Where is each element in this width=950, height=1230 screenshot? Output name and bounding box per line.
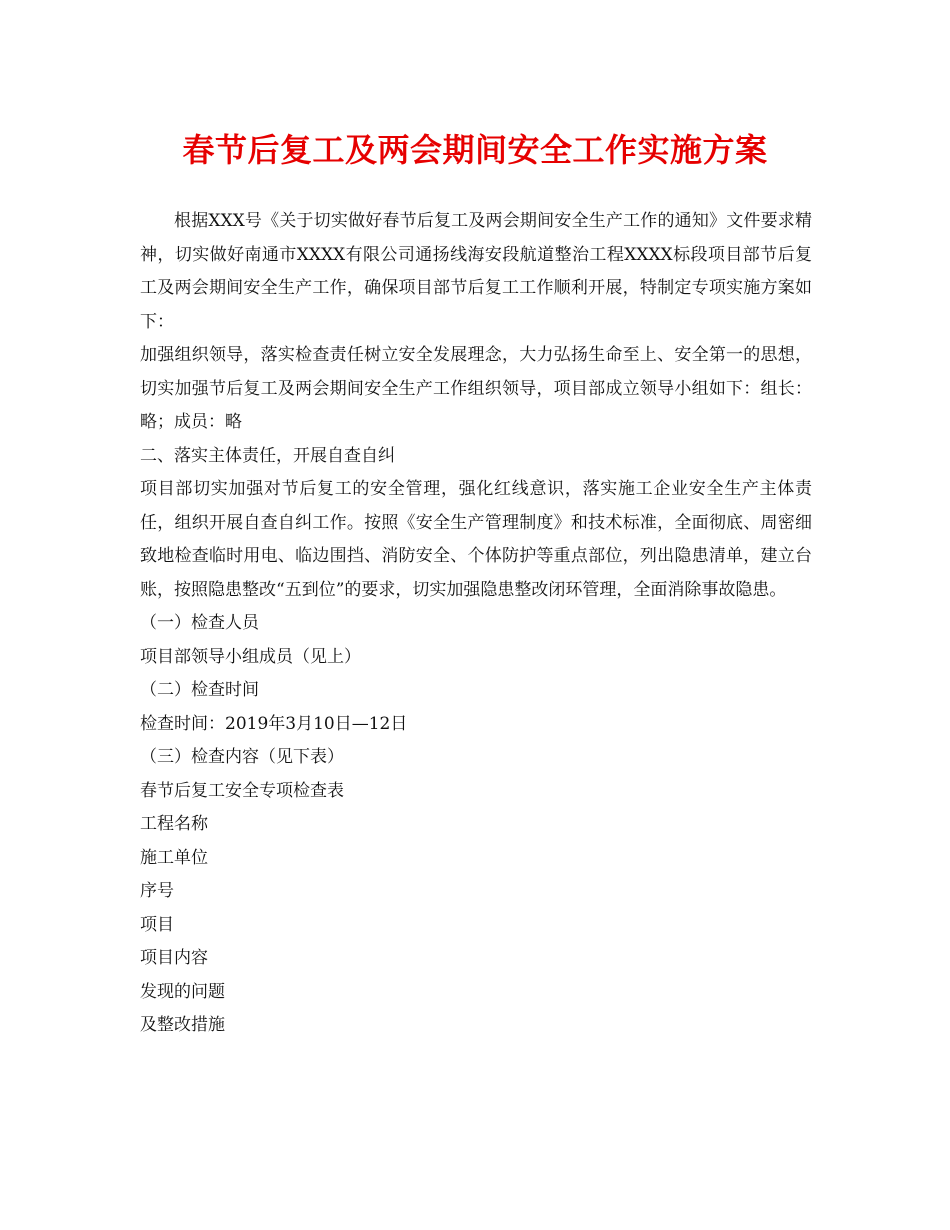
inspectors-text: 项目部领导小组成员（见上）	[140, 646, 361, 667]
responsibility-paragraph: 项目部切实加强对节后复工的安全管理，强化红线意识，落实施工企业安全生产主体责任，组织开展自查自纠工作。按照《安全生产管理制度》和技术标准，全面彻底、周密细致地检查临时用电、临边围挡、消防安全、个体防护等重点部位，列出隐患清单，建立台账，按照隐患整改“五到位”的要求，切实加强隐患整改闭环管理，全面消除事故隐患。	[140, 479, 812, 600]
subsection-heading-time: （二）检查时间	[140, 680, 259, 700]
checklist-title: 春节后复工安全专项检查表	[140, 780, 344, 801]
field-construction-unit: 施工单位	[140, 847, 208, 868]
field-item: 项目	[140, 914, 174, 935]
field-serial-number: 序号	[140, 881, 174, 901]
intro-paragraph: 根据XXX号《关于切实做好春节后复工及两会期间安全生产工作的通知》文件要求精神，切实做好南通市XXXX有限公司通扬线海安段航道整治工程XXXX标段项目部节后复工及两会期间安全生产工作，确保项目部节后复工工作顺利开展，特制定专项实施方案如下：	[140, 211, 812, 332]
subsection-heading-inspectors: （一）检查人员	[140, 613, 259, 633]
field-rectification-measures: 及整改措施	[140, 1015, 225, 1035]
document-title: 春节后复工及两会期间安全工作实施方案	[182, 131, 768, 169]
field-project-name: 工程名称	[140, 814, 208, 834]
field-item-content: 项目内容	[140, 948, 208, 968]
section-heading-2: 二、落实主体责任，开展自查自纠	[140, 445, 395, 466]
organization-paragraph: 加强组织领导，落实检查责任树立安全发展理念，大力弘扬生命至上、安全第一的思想，切实加强节后复工及两会期间安全生产工作组织领导，项目部成立领导小组如下：组长：略；成员：略	[140, 345, 812, 432]
field-problems-found: 发现的问题	[140, 981, 225, 1002]
subsection-heading-content: （三）检查内容（见下表）	[140, 747, 344, 767]
document-body	[140, 205, 812, 1043]
inspection-time-text: 检查时间：2019年3月10日—12日	[140, 713, 408, 734]
